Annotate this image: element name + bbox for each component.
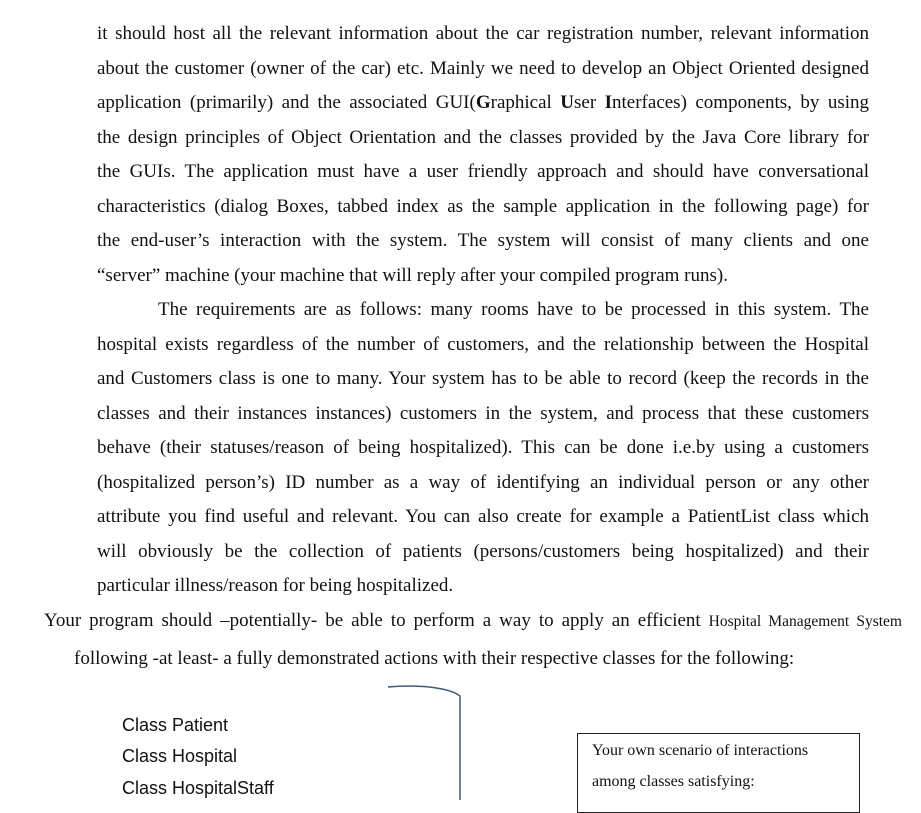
paragraph-one-line-2: about the customer (owner of the car) etc. Mainly we need to develop an Object Oriented designed	[97, 58, 869, 79]
paragraph-one-line-3: application (primarily) and the associated GUI(Graphical User Interfaces) components, by using	[97, 92, 869, 113]
paragraph-two-line-4: classes and their instances instances) customers in the system, and process that these customers	[97, 403, 869, 424]
paragraph-one-line-4: the design principles of Object Orientation and the classes provided by the Java Core library for	[97, 127, 869, 148]
paragraph-two-line-8: will obviously be the collection of patients (persons/customers being hospitalized) and their	[97, 541, 869, 562]
paragraph-one-line-7: the end-user’s interaction with the system. The system will consist of many clients and one	[97, 230, 869, 251]
program-statement-line-2: following -at least- a fully demonstrated actions with their respective classes for the following:	[74, 648, 795, 669]
scenario-box	[577, 733, 860, 813]
paragraph-one-line-8: “server” machine (your machine that will reply after your compiled program runs).	[97, 265, 728, 286]
paragraph-two-line-3: and Customers class is one to many. Your system has to be able to record (keep the records in the	[97, 368, 869, 389]
paragraph-two-line-1: The requirements are as follows: many rooms have to be processed in this system. The	[158, 299, 869, 320]
paragraph-one-line-6: characteristics (dialog Boxes, tabbed index as the sample application in the following page) for	[97, 196, 869, 217]
paragraph-one-line-5: the GUIs. The application must have a user friendly approach and should have conversational	[97, 161, 869, 182]
class-list-item: Class Hospital	[122, 746, 238, 766]
paragraph-two-line-6: (hospitalized person’s) ID number as a way of identifying an individual person or any other	[97, 472, 869, 493]
paragraph-two-line-7: attribute you find useful and relevant. You can also create for example a PatientList class which	[97, 506, 869, 527]
program-statement-line-1: Your program should –potentially- be able to perform a way to apply an efficient Hospital Management System	[44, 610, 902, 631]
class-list-item: Class HospitalStaff	[122, 778, 274, 798]
paragraph-one-line-1: it should host all the relevant information about the car registration number, relevant information	[97, 23, 869, 44]
scenario-box-line-2: among classes satisfying:	[592, 773, 755, 790]
class-list-item: Class Patient	[122, 715, 229, 735]
paragraph-two-line-5: behave (their statuses/reason of being hospitalized). This can be done i.e.by using a customers	[97, 437, 869, 458]
paragraph-two-line-2: hospital exists regardless of the number of customers, and the relationship between the Hospital	[97, 334, 869, 355]
paragraph-two-line-9: particular illness/reason for being hospitalized.	[97, 575, 454, 596]
scenario-box-line-1: Your own scenario of interactions	[592, 742, 809, 759]
bracket-line-icon	[380, 680, 470, 800]
